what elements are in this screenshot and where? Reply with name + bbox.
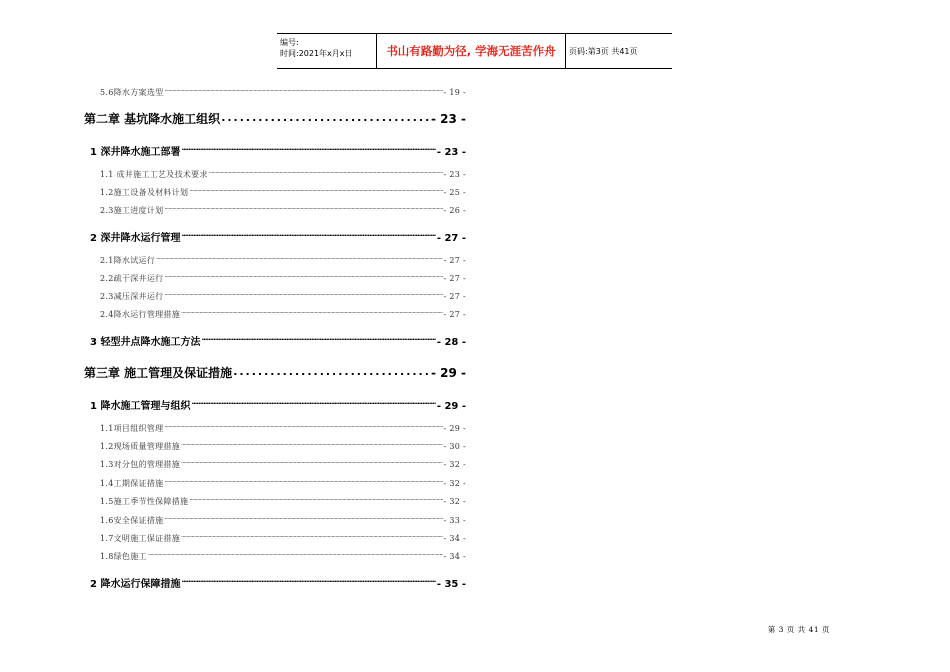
toc-leader-dots — [164, 204, 442, 213]
header-time: 时间:2021年x月x日 — [280, 49, 353, 58]
toc-entry[interactable] — [84, 143, 466, 157]
toc-entry-page: - 28 - — [436, 337, 466, 348]
toc-entry-title: 2.2疏干深井运行 — [100, 274, 164, 283]
toc-leader-dots — [181, 532, 442, 541]
toc-leader-dots — [181, 458, 442, 467]
toc-leader-dots — [189, 186, 442, 195]
toc-entry-title: 第三章 施工管理及保证措施 — [84, 366, 233, 380]
toc-entry[interactable] — [84, 364, 466, 380]
toc-entry-title: 1.8绿色施工 — [100, 552, 147, 561]
toc-entry[interactable] — [84, 254, 466, 266]
toc-entry-page: - 32 - — [443, 497, 466, 506]
toc-entry-title: 2.1降水试运行 — [100, 256, 156, 265]
toc-entry-page: - 26 - — [443, 206, 466, 215]
toc-entry-title: 1.6安全保证措施 — [100, 516, 164, 525]
toc-entry[interactable] — [84, 308, 466, 320]
toc-entry-page: - 25 - — [443, 188, 466, 197]
toc-entry[interactable] — [84, 477, 466, 489]
toc-leader-dots — [181, 308, 442, 317]
toc-entry-page: - 29 - — [436, 401, 466, 412]
toc-entry-title: 5.6降水方案选型 — [100, 88, 164, 97]
toc-leader-dots — [189, 495, 442, 504]
toc-entry-page: - 23 - — [443, 170, 466, 179]
toc-leader-dots — [181, 230, 435, 241]
toc-leader-dots — [233, 365, 430, 377]
toc-entry[interactable] — [84, 110, 466, 126]
toc-entry-page: - 27 - — [443, 256, 466, 265]
toc-entry-title: 1.1 成井施工工艺及技术要求 — [100, 170, 208, 179]
toc-entry-page: - 35 - — [436, 579, 466, 590]
toc-entry[interactable] — [84, 86, 466, 98]
toc-leader-dots — [181, 440, 442, 449]
toc-entry-page: - 23 - — [430, 112, 466, 126]
toc-entry-page: - 32 - — [443, 460, 466, 469]
toc-entry-title: 1.2施工设备及材料计划 — [100, 188, 189, 197]
toc-leader-dots — [156, 254, 442, 263]
toc-entry-page: - 27 - — [443, 274, 466, 283]
toc-entry-title: 1.2现场质量管理措施 — [100, 442, 181, 451]
toc-entry-title: 1.3对分包的管理措施 — [100, 460, 181, 469]
toc-entry-title: 2.4降水运行管理措施 — [100, 310, 181, 319]
toc-entry-page: - 29 - — [430, 366, 466, 380]
toc-leader-dots — [164, 290, 442, 299]
page-footer: 第 3 页 共 41 页 — [767, 625, 830, 634]
toc-leader-dots — [148, 550, 443, 559]
toc-entry-title: 2.3施工进度计划 — [100, 206, 164, 215]
toc-entry-page: - 29 - — [443, 424, 466, 433]
toc-entry-page: - 30 - — [443, 442, 466, 451]
toc-entry-page: - 32 - — [443, 479, 466, 488]
toc-entry[interactable] — [84, 575, 466, 589]
toc-leader-dots — [201, 334, 435, 345]
toc-entry[interactable] — [84, 458, 466, 470]
toc-entry[interactable] — [84, 168, 466, 180]
toc-leader-dots — [221, 111, 430, 123]
toc-entry[interactable] — [84, 204, 466, 216]
header-page: 页码:第3页 共41页 — [569, 46, 638, 56]
toc-entry-title: 1 深井降水施工部署 — [90, 147, 181, 158]
toc-entry[interactable] — [84, 333, 466, 347]
toc-entry-page: - 27 - — [443, 292, 466, 301]
toc-leader-dots — [191, 398, 435, 409]
toc-entry-page: - 33 - — [443, 516, 466, 525]
toc-entry[interactable] — [84, 514, 466, 526]
toc-entry[interactable] — [84, 550, 466, 562]
toc-leader-dots — [164, 272, 442, 281]
toc-leader-dots — [164, 422, 442, 431]
toc-entry-title: 1 降水施工管理与组织 — [90, 401, 191, 412]
toc-entry[interactable] — [84, 397, 466, 411]
toc-leader-dots — [164, 514, 442, 523]
toc-entry-title: 2 降水运行保障措施 — [90, 579, 181, 590]
toc-entry[interactable] — [84, 495, 466, 507]
toc-entry-title: 1.4工期保证措施 — [100, 479, 164, 488]
toc-entry-title: 第二章 基坑降水施工组织 — [84, 112, 221, 126]
toc-leader-dots — [181, 576, 435, 587]
toc-entry[interactable] — [84, 422, 466, 434]
toc-entry[interactable] — [84, 186, 466, 198]
toc-leader-dots — [181, 144, 435, 155]
toc-entry-title: 1.7文明施工保证措施 — [100, 534, 181, 543]
toc-entry-page: - 27 - — [436, 233, 466, 244]
toc-entry-title: 1.5施工季节性保障措施 — [100, 497, 189, 506]
toc-entry-title: 3 轻型井点降水施工方法 — [90, 337, 201, 348]
toc-entry[interactable] — [84, 229, 466, 243]
header-motto: 书山有路勤为径, 学海无涯苦作舟 — [377, 34, 566, 68]
toc-entry-title: 1.1项目组织管理 — [100, 424, 164, 433]
toc-entry-page: - 34 - — [443, 534, 466, 543]
toc-leader-dots — [164, 477, 442, 486]
toc-entry[interactable] — [84, 290, 466, 302]
toc-entry[interactable] — [84, 272, 466, 284]
toc-entry-page: - 27 - — [443, 310, 466, 319]
toc-entry-page: - 23 - — [436, 147, 466, 158]
toc-entry-title: 2.3减压深井运行 — [100, 292, 164, 301]
toc-entry[interactable] — [84, 532, 466, 544]
toc-entry[interactable] — [84, 440, 466, 452]
toc-entry-page: - 19 - — [443, 88, 466, 97]
toc-leader-dots — [209, 168, 443, 177]
toc-entry-page: - 34 - — [443, 552, 466, 561]
toc-leader-dots — [164, 86, 442, 95]
header-number: 编号: — [280, 38, 299, 47]
toc-entry-title: 2 深井降水运行管理 — [90, 233, 181, 244]
